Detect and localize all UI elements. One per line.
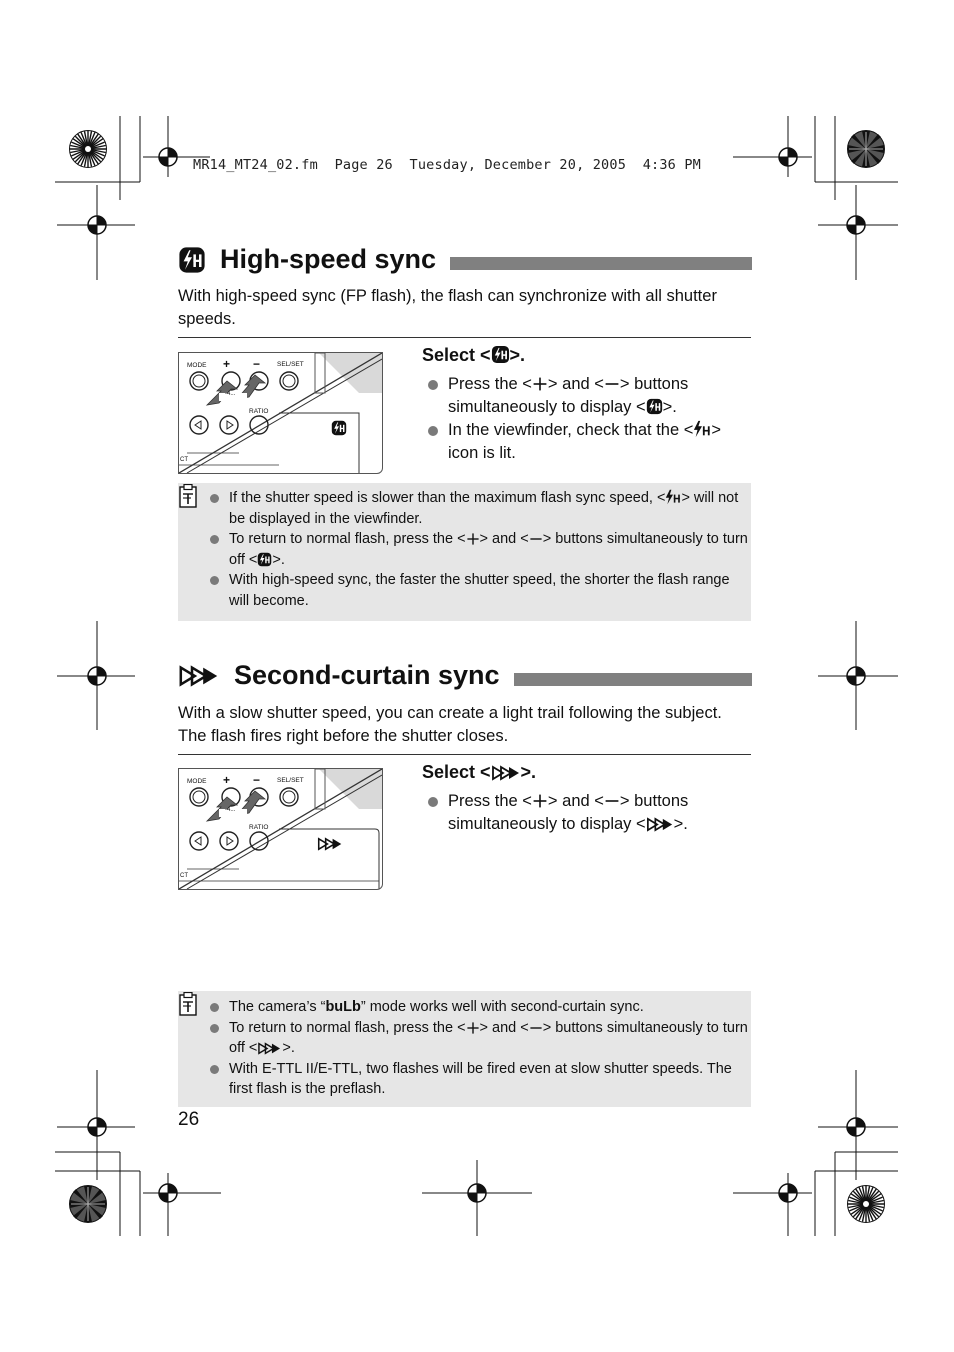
minus-label: −	[253, 357, 261, 371]
note-item: If the shutter speed is slower than the maximum flash sync speed, < > will not be displayed in the viewfinder.	[178, 488, 751, 529]
list-item: Press the < > and < > buttons simultaneously to display < >.	[422, 373, 737, 419]
section-second-curtain-sync	[178, 660, 752, 691]
selset-label: SEL/SET	[277, 361, 304, 368]
ratio-label: RATIO	[249, 408, 269, 415]
second-curtain-icon	[178, 664, 220, 688]
section-intro: With high-speed sync (FP flash), the flash can synchronize with all shutter speeds.	[178, 287, 717, 328]
flash-unit-illustration	[178, 768, 383, 890]
plus-icon	[532, 793, 548, 809]
ct-label: CT	[180, 873, 188, 879]
select-heading: Select < >.	[422, 762, 537, 782]
flash-h-icon	[178, 246, 206, 274]
star-target-icon	[68, 1184, 108, 1224]
flash-h-bolt-icon	[665, 489, 681, 505]
divider	[178, 337, 751, 338]
bullet-list	[422, 373, 737, 465]
registration-mark-icon	[77, 205, 117, 245]
list-item: In the viewfinder, check that the < > icon is lit.	[422, 419, 737, 465]
second-curtain-icon	[257, 1042, 282, 1055]
plus-icon	[466, 532, 480, 546]
minus-icon	[604, 376, 620, 392]
registration-mark-icon	[836, 205, 876, 245]
registration-mark-icon	[77, 1107, 117, 1147]
select-heading: Select < >.	[422, 345, 526, 365]
note-box	[178, 483, 751, 621]
divider	[178, 754, 751, 755]
mode-label: MODE	[187, 362, 207, 369]
minus-icon	[529, 1021, 543, 1035]
registration-mark-icon	[768, 1173, 808, 1213]
small-readout: -4...	[225, 391, 236, 397]
second-curtain-icon	[491, 765, 521, 781]
title-rule	[450, 257, 752, 270]
flash-h-icon	[257, 552, 272, 567]
selset-label: SEL/SET	[277, 777, 304, 784]
registration-mark-icon	[457, 1173, 497, 1213]
minus-label: −	[253, 773, 261, 787]
flash-h-icon	[646, 398, 663, 415]
minus-icon	[604, 793, 620, 809]
ratio-label: RATIO	[249, 824, 269, 831]
plus-label: +	[223, 357, 231, 371]
registration-mark-icon	[148, 137, 188, 177]
star-target-icon	[68, 129, 108, 169]
registration-mark-icon	[836, 656, 876, 696]
note-item: The camera’s “buLb” mode works well with second-curtain sync.	[178, 997, 751, 1018]
registration-mark-icon	[768, 137, 808, 177]
mode-label: MODE	[187, 778, 207, 785]
print-header: MR14_MT24_02.fm Page 26 Tuesday, December 20, 2005 4:36 PM	[193, 157, 701, 173]
small-readout: -4...	[225, 807, 236, 813]
note-item: With E-TTL II/E-TTL, two flashes will be fired even at slow shutter speeds. The first flash is the preflash.	[178, 1059, 751, 1100]
star-target-icon	[846, 129, 886, 169]
second-curtain-icon	[646, 817, 674, 832]
note-item: To return to normal flash, press the < > and < > buttons simultaneously to turn off < >.	[178, 529, 751, 570]
registration-mark-icon	[148, 1173, 188, 1213]
note-box	[178, 991, 751, 1107]
section-high-speed-sync	[178, 244, 752, 275]
registration-mark-icon	[77, 656, 117, 696]
registration-mark-icon	[836, 1107, 876, 1147]
title-rule	[514, 673, 752, 686]
star-target-icon	[846, 1184, 886, 1224]
list-item: Press the < > and < > buttons simultaneously to display < >.	[422, 790, 737, 836]
bullet-list	[422, 790, 737, 836]
section-title: High-speed sync	[220, 244, 437, 274]
flash-h-bolt-icon	[693, 420, 711, 438]
note-item: To return to normal flash, press the < > and < > buttons simultaneously to turn off < >.	[178, 1018, 751, 1059]
section-title: Second-curtain sync	[234, 660, 500, 690]
ct-label: CT	[180, 457, 188, 463]
section-intro: With a slow shutter speed, you can create a light trail following the subject. The flash fires right before the shutter closes.	[178, 704, 722, 745]
flash-unit-illustration	[178, 352, 383, 474]
flash-h-icon	[491, 345, 510, 364]
plus-icon	[466, 1021, 480, 1035]
page-number: 26	[178, 1109, 200, 1130]
plus-label: +	[223, 773, 231, 787]
plus-icon	[532, 376, 548, 392]
minus-icon	[529, 532, 543, 546]
note-item: With high-speed sync, the faster the shutter speed, the shorter the flash range will become.	[178, 570, 751, 611]
